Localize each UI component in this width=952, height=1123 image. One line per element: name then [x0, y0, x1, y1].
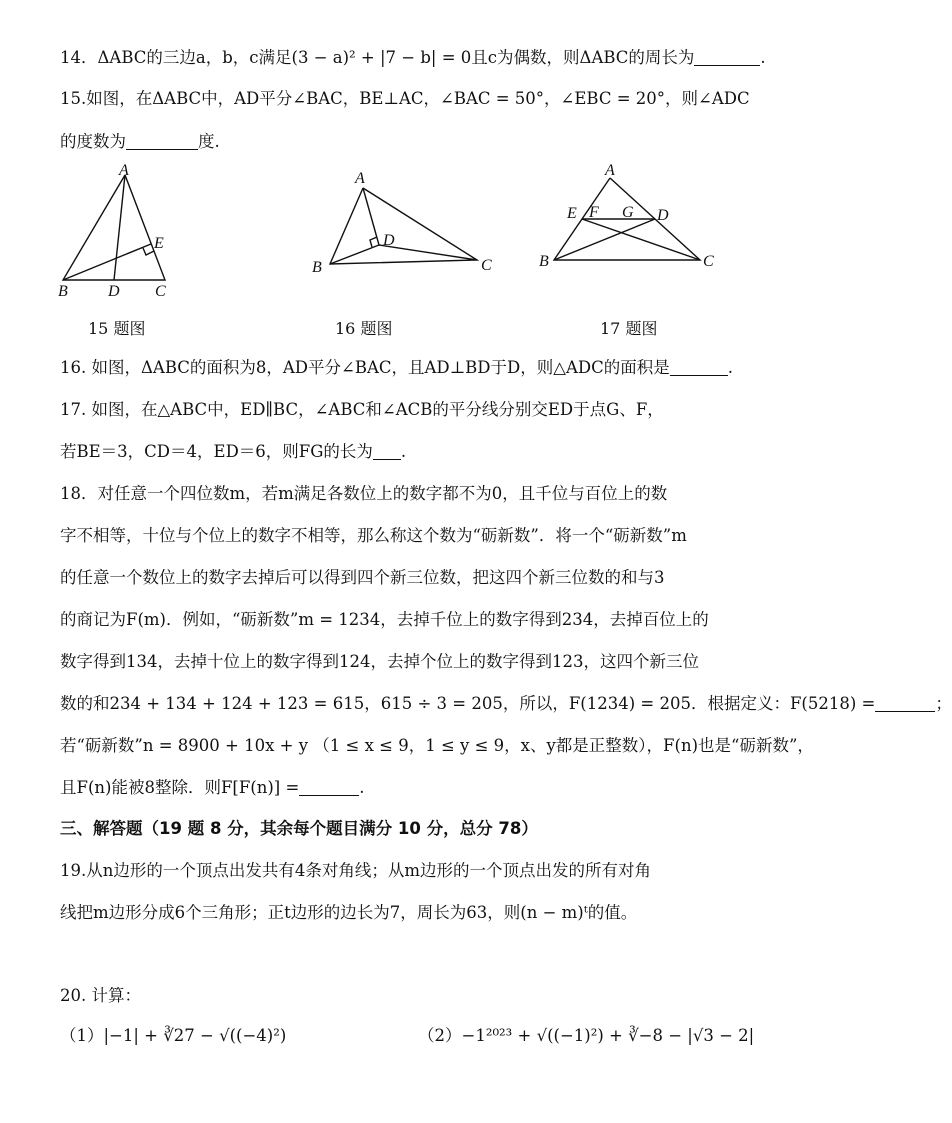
fig17-label-a: A — [605, 162, 615, 179]
question-14-end: . — [760, 48, 766, 67]
question-18-line8-text: 且F(n)能被8整除．则F[F(n)] = — [60, 778, 300, 797]
fig16-label-d: D — [383, 232, 395, 249]
figure-17 — [535, 160, 725, 275]
question-18-line1: 18．对任意一个四位数m，若m满足各数位上的数字都不为0，且千位与百位上的数 — [60, 484, 668, 503]
question-18-line4: 的商记为F(m)．例如，“砺新数”m = 1234，去掉千位上的数字得到234，去掉百位上的 — [60, 610, 709, 629]
question-20-part2 — [418, 1025, 754, 1047]
question-18-line6 — [60, 693, 952, 715]
answer-blank-14[interactable] — [694, 49, 760, 66]
answer-blank-18a[interactable] — [875, 695, 935, 712]
fig15-label-c: C — [155, 283, 166, 300]
question-17-line2-text: 若BE＝3，CD＝4，ED＝6，则FG的长为 — [60, 442, 373, 461]
figure-17-caption: 17 题图 — [600, 319, 658, 338]
question-18-line2: 字不相等，十位与个位上的数字不相等，那么称这个数为“砺新数”．将一个“砺新数”m — [60, 526, 687, 545]
fig17-label-c: C — [703, 253, 714, 270]
figure-15-caption: 15 题图 — [88, 319, 146, 338]
question-18-line6-end: ； — [935, 694, 952, 713]
question-20-part2-label: （2） — [418, 1026, 462, 1045]
answer-blank-16[interactable] — [670, 359, 728, 376]
question-16-end: . — [727, 358, 733, 377]
fig17-label-b: B — [539, 253, 549, 270]
section-3-heading: 三、解答题（19 题 8 分，其余每个题目满分 10 分，总分 78） — [60, 819, 538, 838]
question-18-line8-end: . — [359, 778, 365, 797]
question-16-text: 16. 如图，ΔABC的面积为8，AD平分∠BAC，且AD⊥BD于D，则△ADC的面积是 — [60, 358, 670, 377]
fig16-label-a: A — [355, 170, 365, 187]
figure-16 — [305, 160, 505, 280]
fig16-label-b: B — [312, 259, 322, 276]
fig17-label-d: D — [657, 207, 669, 224]
question-17-line1: 17. 如图，在△ABC中，ED∥BC，∠ABC和∠ACB的平分线分别交ED于点G、F， — [60, 400, 664, 419]
answer-blank-15[interactable] — [126, 133, 198, 150]
question-18-line8 — [60, 777, 365, 799]
question-15-line2-text: 的度数为 — [60, 132, 126, 151]
question-18-line3: 的任意一个数位上的数字去掉后可以得到四个新三位数，把这四个新三位数的和与3 — [60, 568, 665, 587]
answer-blank-17[interactable] — [373, 443, 401, 460]
fig17-label-g: G — [622, 204, 634, 221]
question-14 — [60, 47, 766, 69]
question-18-line6-text: 数的和234 + 134 + 124 + 123 = 615，615 ÷ 3 = 205，所以，F(1234) = 205．根据定义：F(5218) = — [60, 694, 876, 713]
question-20-part2-expr: −1²⁰²³ + √((−1)²) + ∛−8 − |√3 − 2| — [461, 1026, 755, 1045]
question-16 — [60, 357, 733, 379]
fig15-label-b: B — [58, 283, 68, 300]
figure-15 — [55, 160, 175, 300]
question-20-part1 — [60, 1025, 286, 1047]
question-15-line2 — [60, 131, 220, 153]
question-19-line2: 线把m边形分成6个三角形；正t边形的边长为7，周长为63，则(n − m)ᵗ的值。 — [60, 903, 638, 922]
fig17-label-e: E — [567, 205, 577, 222]
question-15-line1: 15.如图，在ΔABC中，AD平分∠BAC，BE⊥AC，∠BAC = 50°，∠EBC = 20°，则∠ADC — [60, 89, 750, 108]
fig15-label-e: E — [154, 235, 164, 252]
question-20-title: 20. 计算： — [60, 986, 141, 1005]
answer-blank-18b[interactable] — [299, 779, 359, 796]
question-19-line1: 19.从n边形的一个顶点出发共有4条对角线；从m边形的一个顶点出发的所有对角 — [60, 861, 652, 880]
question-14-text: 14．ΔABC的三边a，b，c满足(3 − a)² + |7 − b| = 0且c为偶数，则ΔABC的周长为 — [60, 48, 695, 67]
fig15-label-a: A — [119, 162, 129, 179]
question-18-line7: 若“砺新数”n = 8900 + 10x + y （1 ≤ x ≤ 9，1 ≤ y ≤ 9，x、y都是正整数），F(n)也是“砺新数”， — [60, 736, 814, 755]
question-18-line5: 数字得到134，去掉十位上的数字得到124，去掉个位上的数字得到123，这四个新三位 — [60, 652, 699, 671]
fig16-label-c: C — [481, 257, 492, 274]
figure-16-caption: 16 题图 — [335, 319, 393, 338]
question-20-part1-expr: |−1| + ∛27 − √((−4)²) — [103, 1026, 287, 1045]
fig17-label-f: F — [589, 204, 599, 221]
question-15-line2-end: 度. — [198, 132, 220, 151]
question-17-line2 — [60, 441, 406, 463]
question-20-part1-label: （1） — [60, 1026, 104, 1045]
fig15-label-d: D — [108, 283, 120, 300]
question-17-line2-end: . — [400, 442, 407, 461]
